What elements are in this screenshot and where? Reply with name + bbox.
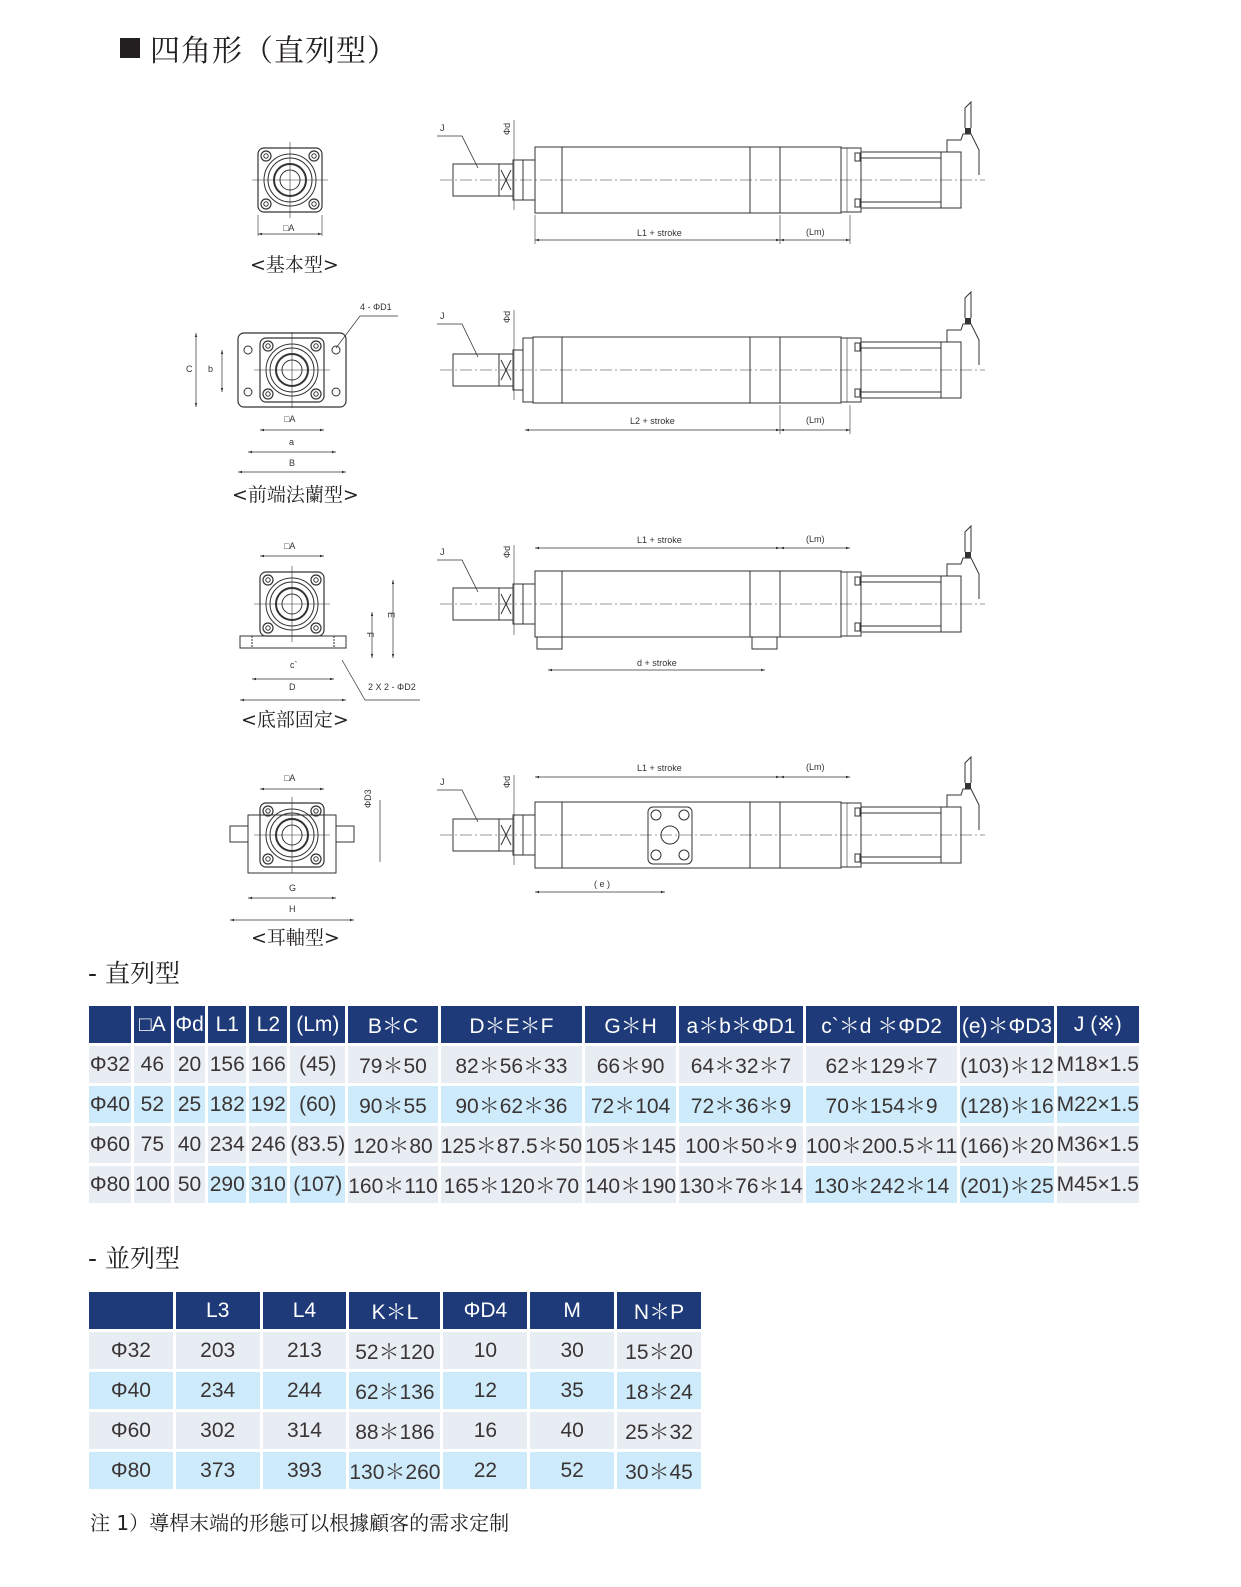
table-cell: 90＊55 <box>348 1086 438 1123</box>
row-label: Φ40 <box>89 1372 173 1409</box>
svg-text:J: J <box>440 547 445 557</box>
table-cell: 140＊190 <box>585 1166 676 1203</box>
table-cell: 125＊87.5＊50 <box>441 1126 582 1163</box>
table-cell: 46 <box>134 1046 171 1083</box>
table-cell: 160＊110 <box>348 1166 438 1203</box>
parallel-spec-table <box>86 1289 704 1492</box>
table-row <box>89 1086 1139 1123</box>
table-cell: 35 <box>530 1372 614 1409</box>
svg-text:ΦD3: ΦD3 <box>363 789 373 808</box>
column-header: L1 <box>208 1006 246 1043</box>
table-cell: 130＊76＊14 <box>679 1166 803 1203</box>
table-cell: (201)＊25 <box>960 1166 1053 1203</box>
table-cell: 244 <box>263 1372 347 1409</box>
svg-text:□A: □A <box>284 541 296 551</box>
caption-basic-type: <基本型> <box>250 254 339 276</box>
table-cell: 12 <box>443 1372 527 1409</box>
table-row <box>89 1332 701 1369</box>
table-cell: 120＊80 <box>348 1126 438 1163</box>
table-cell: 203 <box>176 1332 260 1369</box>
column-header: L3 <box>176 1292 260 1329</box>
table-cell: 20 <box>174 1046 205 1083</box>
column-header: K＊L <box>349 1292 440 1329</box>
svg-text:L1 + stroke: L1 + stroke <box>637 763 682 773</box>
table-row <box>89 1412 701 1449</box>
table-cell: M18×1.5 <box>1057 1046 1139 1083</box>
column-header: N＊P <box>617 1292 701 1329</box>
table-cell: 10 <box>443 1332 527 1369</box>
row-label: Φ60 <box>89 1126 131 1163</box>
svg-text:E: E <box>386 612 396 619</box>
svg-text:C: C <box>186 364 193 374</box>
column-header: (e)＊ΦD3 <box>960 1006 1053 1043</box>
table-row <box>89 1126 1139 1163</box>
column-header: Φd <box>174 1006 205 1043</box>
table-cell: 156 <box>208 1046 246 1083</box>
column-header: □A <box>134 1006 171 1043</box>
table-cell: 62＊129＊7 <box>806 1046 957 1083</box>
svg-text:Φd: Φd <box>502 775 512 788</box>
table-cell: 52 <box>530 1452 614 1489</box>
column-header: B＊C <box>348 1006 438 1043</box>
table-cell: 302 <box>176 1412 260 1449</box>
table-cell: (103)＊12 <box>960 1046 1053 1083</box>
svg-text:( e ): ( e ) <box>594 879 611 889</box>
table-cell: 105＊145 <box>585 1126 676 1163</box>
column-header: L4 <box>263 1292 347 1329</box>
table-cell: 79＊50 <box>348 1046 438 1083</box>
front-flange-side-view <box>437 292 985 434</box>
table-cell: 75 <box>134 1126 171 1163</box>
table-cell: 15＊20 <box>617 1332 701 1369</box>
foot-mount-end-view <box>240 541 420 700</box>
table-cell: 100＊200.5＊11 <box>806 1126 957 1163</box>
row-label: Φ32 <box>89 1332 173 1369</box>
column-header: L2 <box>249 1006 287 1043</box>
svg-text:(Lm): (Lm) <box>806 415 825 425</box>
table-cell: 16 <box>443 1412 527 1449</box>
table-cell: 30 <box>530 1332 614 1369</box>
table-header-row <box>89 1006 1139 1043</box>
section-title-inline: - 直列型 <box>88 959 180 988</box>
table-cell: 72＊104 <box>585 1086 676 1123</box>
table-cell: 213 <box>263 1332 347 1369</box>
svg-text:c`: c` <box>290 660 298 670</box>
table-cell: 100 <box>134 1166 171 1203</box>
table-cell: 25＊32 <box>617 1412 701 1449</box>
caption-trunnion-type: <耳軸型> <box>251 927 340 949</box>
table-cell: (107) <box>290 1166 345 1203</box>
table-cell: 192 <box>249 1086 287 1123</box>
table-cell: 314 <box>263 1412 347 1449</box>
table-cell: 130＊260 <box>349 1452 440 1489</box>
table-cell: M36×1.5 <box>1057 1126 1139 1163</box>
front-flange-end-view <box>186 302 398 472</box>
row-label: Φ80 <box>89 1166 131 1203</box>
table-cell: M22×1.5 <box>1057 1086 1139 1123</box>
table-cell: 130＊242＊14 <box>806 1166 957 1203</box>
table-cell: 30＊45 <box>617 1452 701 1489</box>
page-title-text: 四角形（直列型） <box>150 34 398 69</box>
basic-type-side-view <box>437 102 985 244</box>
table-cell: 234 <box>208 1126 246 1163</box>
basic-type-end-view <box>252 142 328 236</box>
table-cell: 25 <box>174 1086 205 1123</box>
table-cell: 290 <box>208 1166 246 1203</box>
column-header: J (※) <box>1057 1006 1139 1043</box>
svg-text:J: J <box>440 777 445 787</box>
svg-text:4 - ΦD1: 4 - ΦD1 <box>360 302 392 312</box>
table-cell: M45×1.5 <box>1057 1166 1139 1203</box>
inline-spec-table <box>86 1003 1142 1206</box>
table-cell: 52＊120 <box>349 1332 440 1369</box>
svg-text:d + stroke: d + stroke <box>637 658 677 668</box>
table-cell: 18＊24 <box>617 1372 701 1409</box>
foot-mount-side-view <box>437 526 985 670</box>
column-header <box>89 1292 173 1329</box>
column-header: G＊H <box>585 1006 676 1043</box>
row-label: Φ60 <box>89 1412 173 1449</box>
table-row <box>89 1452 701 1489</box>
svg-text:(Lm): (Lm) <box>806 227 825 237</box>
caption-front-flange-type: <前端法蘭型> <box>232 484 359 506</box>
table-cell: 64＊32＊7 <box>679 1046 803 1083</box>
table-cell: 90＊62＊36 <box>441 1086 582 1123</box>
table-cell: 88＊186 <box>349 1412 440 1449</box>
table-cell: (128)＊16 <box>960 1086 1053 1123</box>
svg-text:□A: □A <box>284 773 296 783</box>
svg-text:L1 + stroke: L1 + stroke <box>637 535 682 545</box>
table-cell: 40 <box>174 1126 205 1163</box>
svg-text:L1 + stroke: L1 + stroke <box>637 228 682 238</box>
svg-text:a: a <box>289 437 295 447</box>
table-cell: (166)＊20 <box>960 1126 1053 1163</box>
table-cell: 40 <box>530 1412 614 1449</box>
svg-text:□A: □A <box>283 223 295 233</box>
table-row <box>89 1372 701 1409</box>
table-cell: 246 <box>249 1126 287 1163</box>
table-cell: 310 <box>249 1166 287 1203</box>
table-cell: (60) <box>290 1086 345 1123</box>
svg-text:B: B <box>289 458 296 468</box>
table-cell: 66＊90 <box>585 1046 676 1083</box>
table-cell: 50 <box>174 1166 205 1203</box>
row-label: Φ40 <box>89 1086 131 1123</box>
table-cell: 393 <box>263 1452 347 1489</box>
table-cell: (45) <box>290 1046 345 1083</box>
svg-text:J: J <box>440 311 445 321</box>
table-cell: 234 <box>176 1372 260 1409</box>
svg-text:2 X 2 - ΦD2: 2 X 2 - ΦD2 <box>368 682 416 692</box>
column-header: ΦD4 <box>443 1292 527 1329</box>
caption-foot-mount-type: <底部固定> <box>241 709 349 731</box>
column-header: D＊E＊F <box>441 1006 582 1043</box>
svg-text:(Lm): (Lm) <box>806 534 825 544</box>
svg-text:D: D <box>289 682 296 692</box>
svg-text:Φd: Φd <box>502 122 512 135</box>
table-cell: 165＊120＊70 <box>441 1166 582 1203</box>
table-cell: 72＊36＊9 <box>679 1086 803 1123</box>
table-cell: 373 <box>176 1452 260 1489</box>
column-header: a＊b＊ΦD1 <box>679 1006 803 1043</box>
table-cell: 182 <box>208 1086 246 1123</box>
svg-text:F: F <box>365 632 375 638</box>
column-header: M <box>530 1292 614 1329</box>
svg-text:G: G <box>289 883 297 893</box>
table-cell: 62＊136 <box>349 1372 440 1409</box>
table-cell: 52 <box>134 1086 171 1123</box>
table-cell: 70＊154＊9 <box>806 1086 957 1123</box>
table-row <box>89 1166 1139 1203</box>
svg-text:b: b <box>208 364 214 374</box>
svg-text:H: H <box>289 904 296 914</box>
row-label: Φ80 <box>89 1452 173 1489</box>
column-header: c`＊d ＊ΦD2 <box>806 1006 957 1043</box>
table-row <box>89 1046 1139 1083</box>
trunnion-side-view <box>437 757 985 892</box>
svg-text:□A: □A <box>284 414 296 424</box>
column-header: (Lm) <box>290 1006 345 1043</box>
table-cell: 100＊50＊9 <box>679 1126 803 1163</box>
table-header-row <box>89 1292 701 1329</box>
trunnion-end-view <box>230 773 380 920</box>
table-cell: 166 <box>249 1046 287 1083</box>
svg-text:L2 + stroke: L2 + stroke <box>630 416 675 426</box>
section-title-parallel: - 並列型 <box>88 1244 180 1273</box>
table-cell: (83.5) <box>290 1126 345 1163</box>
svg-text:(Lm): (Lm) <box>806 762 825 772</box>
svg-text:Φd: Φd <box>502 310 512 323</box>
table-cell: 22 <box>443 1452 527 1489</box>
footnote: 注 1）導桿末端的形態可以根據顧客的需求定制 <box>90 1511 510 1535</box>
row-label: Φ32 <box>89 1046 131 1083</box>
column-header <box>89 1006 131 1043</box>
svg-text:J: J <box>440 123 445 133</box>
svg-text:Φd: Φd <box>502 545 512 558</box>
table-cell: 82＊56＊33 <box>441 1046 582 1083</box>
